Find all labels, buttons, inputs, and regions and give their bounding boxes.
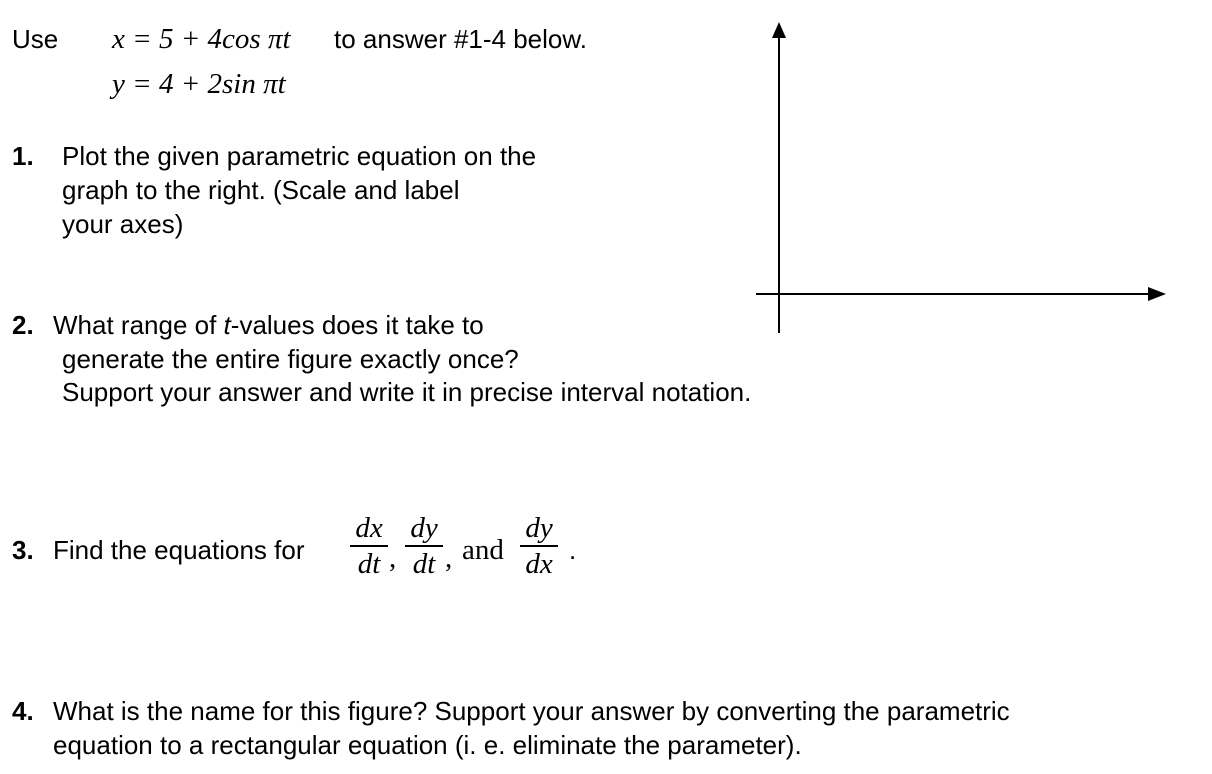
fraction-dy-dx-numerator: dy <box>525 512 553 544</box>
q4-number: 4. <box>12 696 34 726</box>
q3-text: Find the equations for <box>53 535 305 565</box>
q2-line2: generate the entire figure exactly once? <box>62 344 519 374</box>
comma-1: , <box>389 542 397 574</box>
q3-number: 3. <box>12 535 34 565</box>
and-word: and <box>462 534 504 566</box>
q1-line1: Plot the given parametric equation on the <box>62 141 537 171</box>
fraction-dx-dt-numerator: dx <box>355 512 383 544</box>
fraction-dy-dx <box>520 513 558 579</box>
comma-2: , <box>445 542 453 574</box>
q2-line3: Support your answer and write it in precise interval notation. <box>62 377 752 407</box>
q4-line2: equation to a rectangular equation (i. e. eliminate the parameter). <box>53 730 802 760</box>
q2-line1-a: What range of <box>53 310 224 340</box>
q3-period: . <box>569 535 577 565</box>
use-label: Use <box>12 24 59 54</box>
fraction-dy-dt-denominator: dt <box>412 548 436 580</box>
fraction-dy-dt-numerator: dy <box>410 512 438 544</box>
q1-line3: your axes) <box>62 209 184 239</box>
fraction-dx-dt-denominator: dt <box>357 548 381 580</box>
equation-x: x = 5 + 4cos πt <box>112 23 291 55</box>
q1-line2: graph to the right. (Scale and label <box>62 175 460 205</box>
q2-line1 <box>53 308 484 342</box>
fraction-dy-dx-denominator: dx <box>525 548 553 580</box>
x-axis-arrow <box>1148 287 1166 301</box>
intro-instruction: to answer #1-4 below. <box>334 24 587 54</box>
y-axis-arrow <box>772 22 786 38</box>
q4-line1: What is the name for this figure? Support your answer by converting the parametric <box>53 696 1010 726</box>
equation-y: y = 4 + 2sin πt <box>112 68 286 100</box>
fraction-dx-dt <box>350 513 388 579</box>
fraction-dy-dt <box>405 513 443 579</box>
q2-line1-b: -values does it take to <box>230 310 484 340</box>
q1-number: 1. <box>12 141 34 171</box>
q2-t-variable: t <box>223 310 231 340</box>
q2-number: 2. <box>12 310 34 340</box>
